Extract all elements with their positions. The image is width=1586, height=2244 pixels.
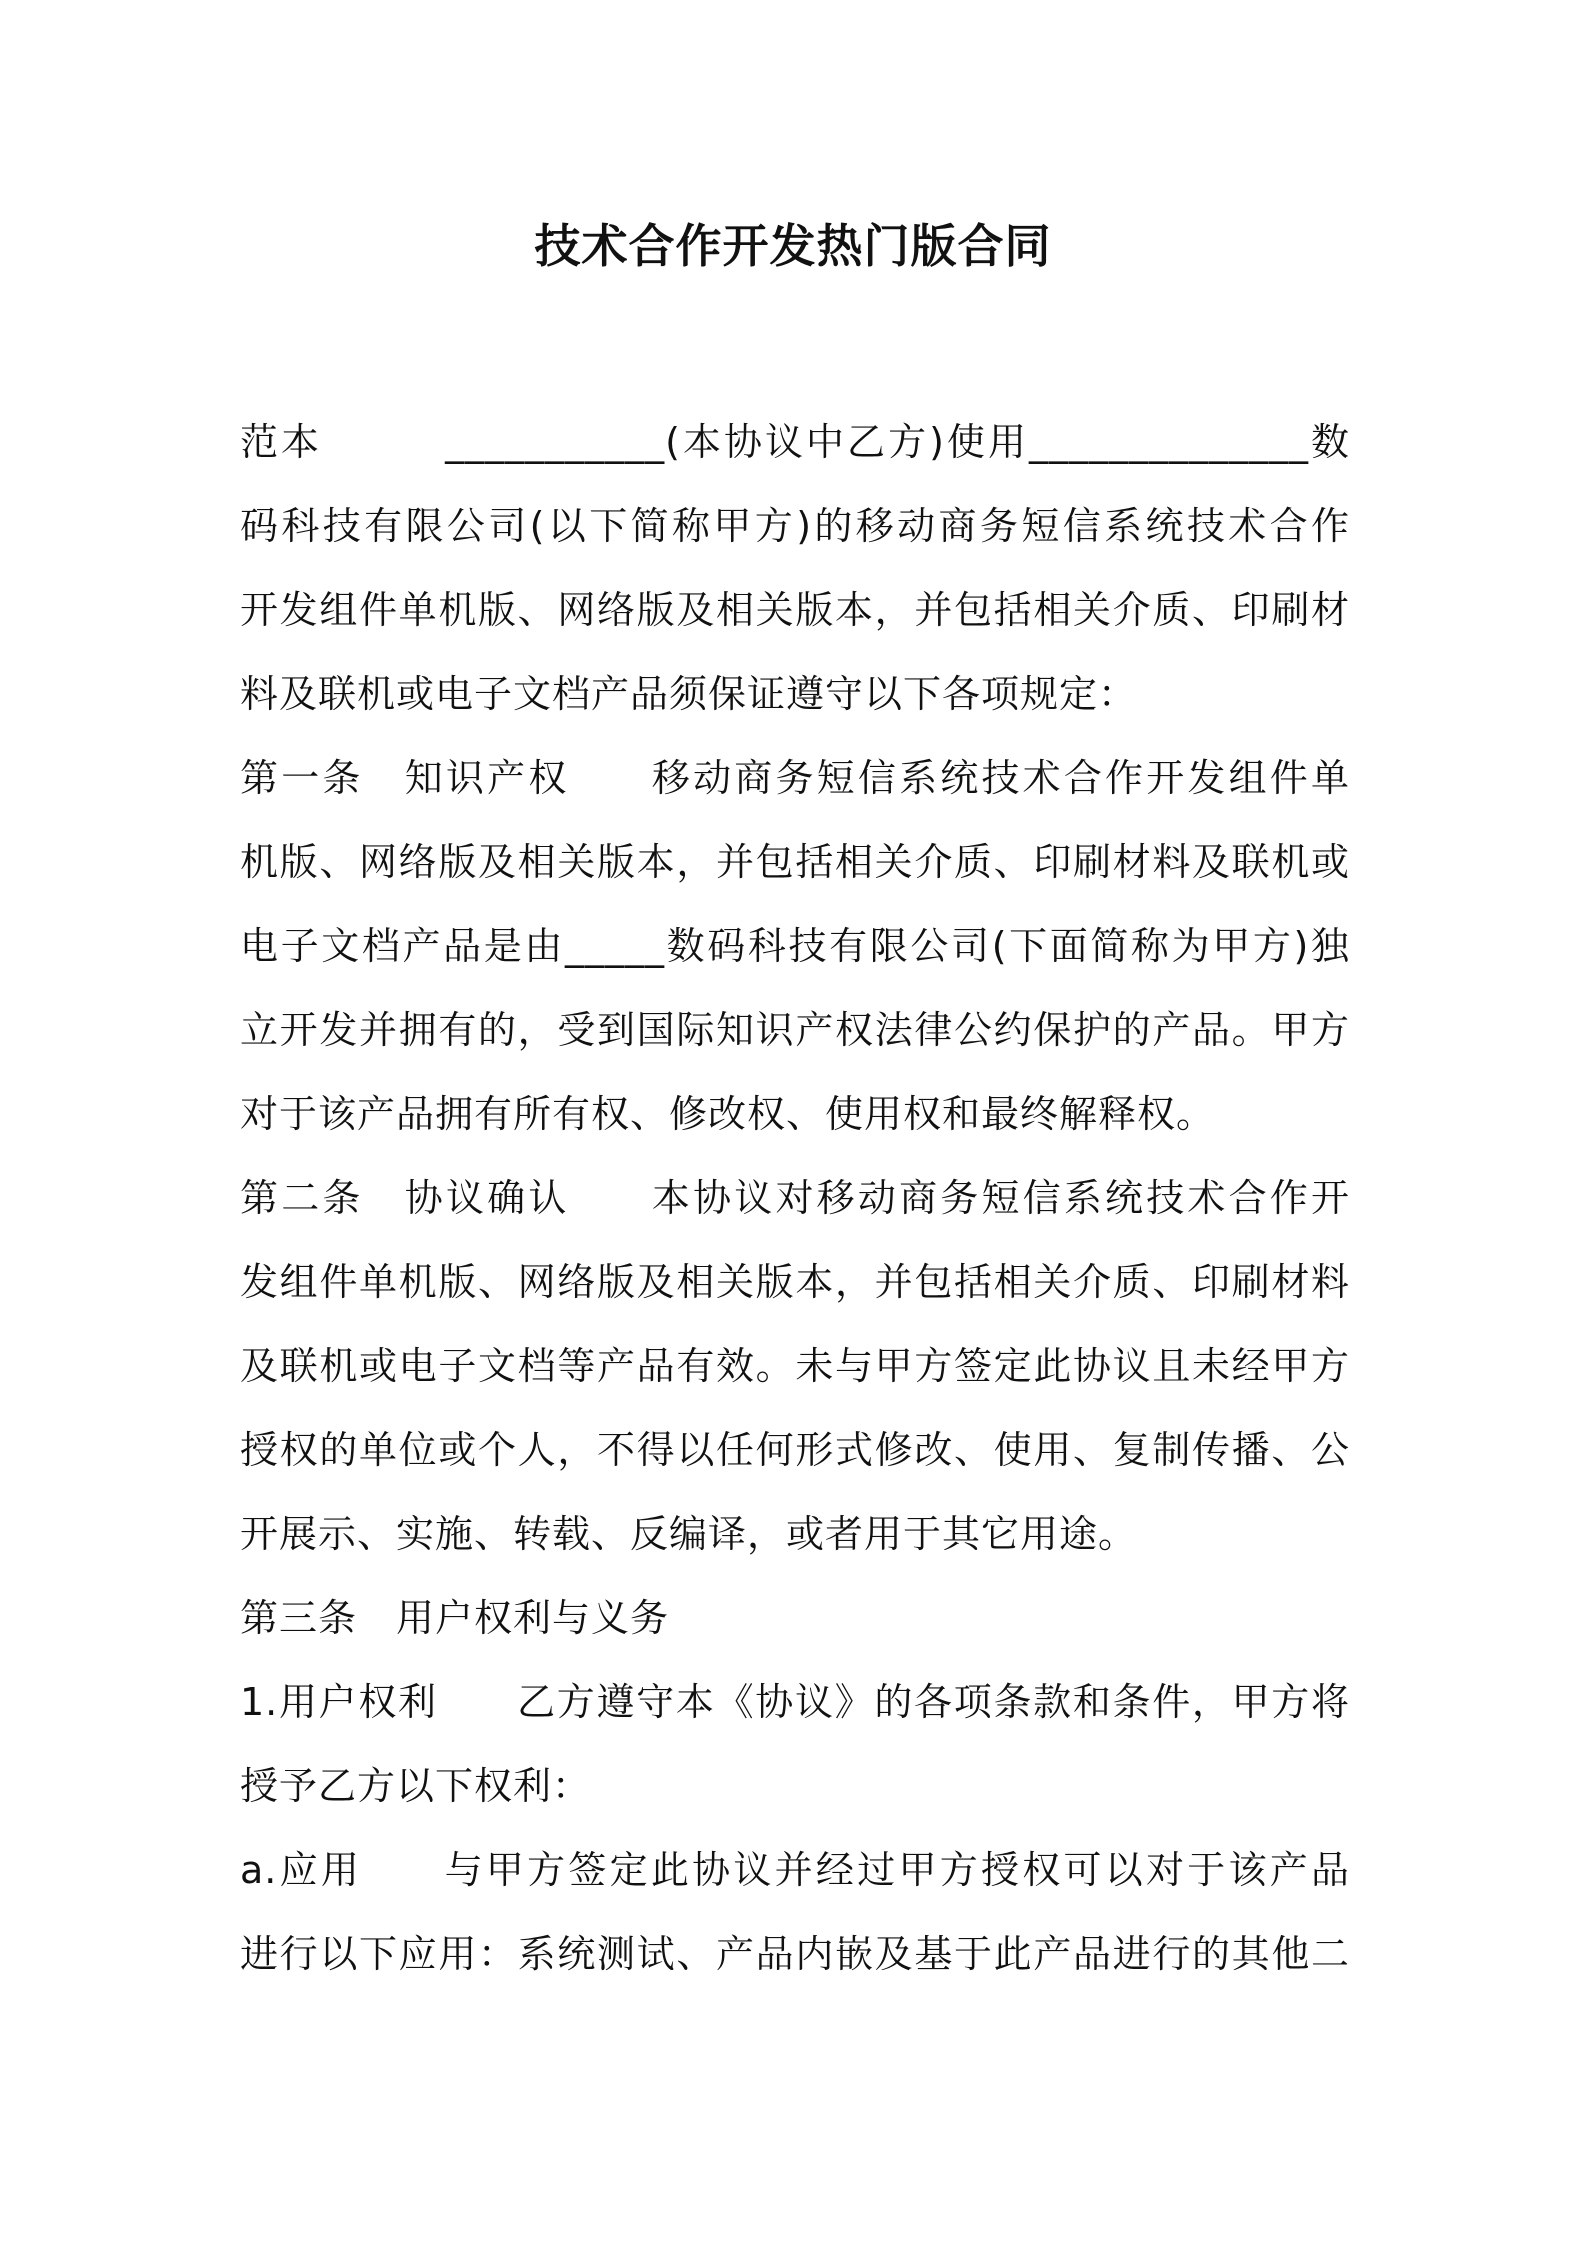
user-rights-heading-line: 1.用户权利 乙方遵守本《协议》的各项条款和条件，甲方将 [240, 1680, 1350, 1724]
body-line: 开展示、实施、转载、反编译，或者用于其它用途。 [240, 1512, 1138, 1556]
body-line: 立开发并拥有的，受到国际知识产权法律公约保护的产品。甲方 [240, 1008, 1350, 1052]
body-line: 及联机或电子文档等产品有效。未与甲方签定此协议且未经甲方 [240, 1344, 1350, 1388]
body-line: 料及联机或电子文档产品须保证遵守以下各项规定： [240, 672, 1138, 716]
body-line: 范本 ___________(本协议中乙方)使用______________数 [240, 420, 1350, 464]
body-line: 进行以下应用：系统测试、产品内嵌及基于此产品进行的其他二 [240, 1932, 1350, 1976]
body-line: 开发组件单机版、网络版及相关版本，并包括相关介质、印刷材 [240, 588, 1350, 632]
body-line: 电子文档产品是由_____数码科技有限公司(下面简称为甲方)独 [240, 924, 1350, 968]
application-heading-line: a.应用 与甲方签定此协议并经过甲方授权可以对于该产品 [240, 1848, 1350, 1892]
body-line: 码科技有限公司(以下简称甲方)的移动商务短信系统技术合作 [240, 504, 1350, 548]
body-line: 机版、网络版及相关版本，并包括相关介质、印刷材料及联机或 [240, 840, 1350, 884]
document-body [240, 400, 1350, 1996]
body-line: 授予乙方以下权利： [240, 1764, 592, 1808]
article-1-heading-line: 第一条 知识产权 移动商务短信系统技术合作开发组件单 [240, 756, 1350, 800]
article-2-heading-line: 第二条 协议确认 本协议对移动商务短信系统技术合作开 [240, 1176, 1350, 1220]
article-3-heading-line: 第三条 用户权利与义务 [240, 1596, 670, 1640]
body-line: 对于该产品拥有所有权、修改权、使用权和最终解释权。 [240, 1092, 1216, 1136]
document-title: 技术合作开发热门版合同 [534, 219, 1052, 273]
body-line: 授权的单位或个人，不得以任何形式修改、使用、复制传播、公 [240, 1428, 1350, 1472]
body-line: 发组件单机版、网络版及相关版本，并包括相关介质、印刷材料 [240, 1260, 1350, 1304]
